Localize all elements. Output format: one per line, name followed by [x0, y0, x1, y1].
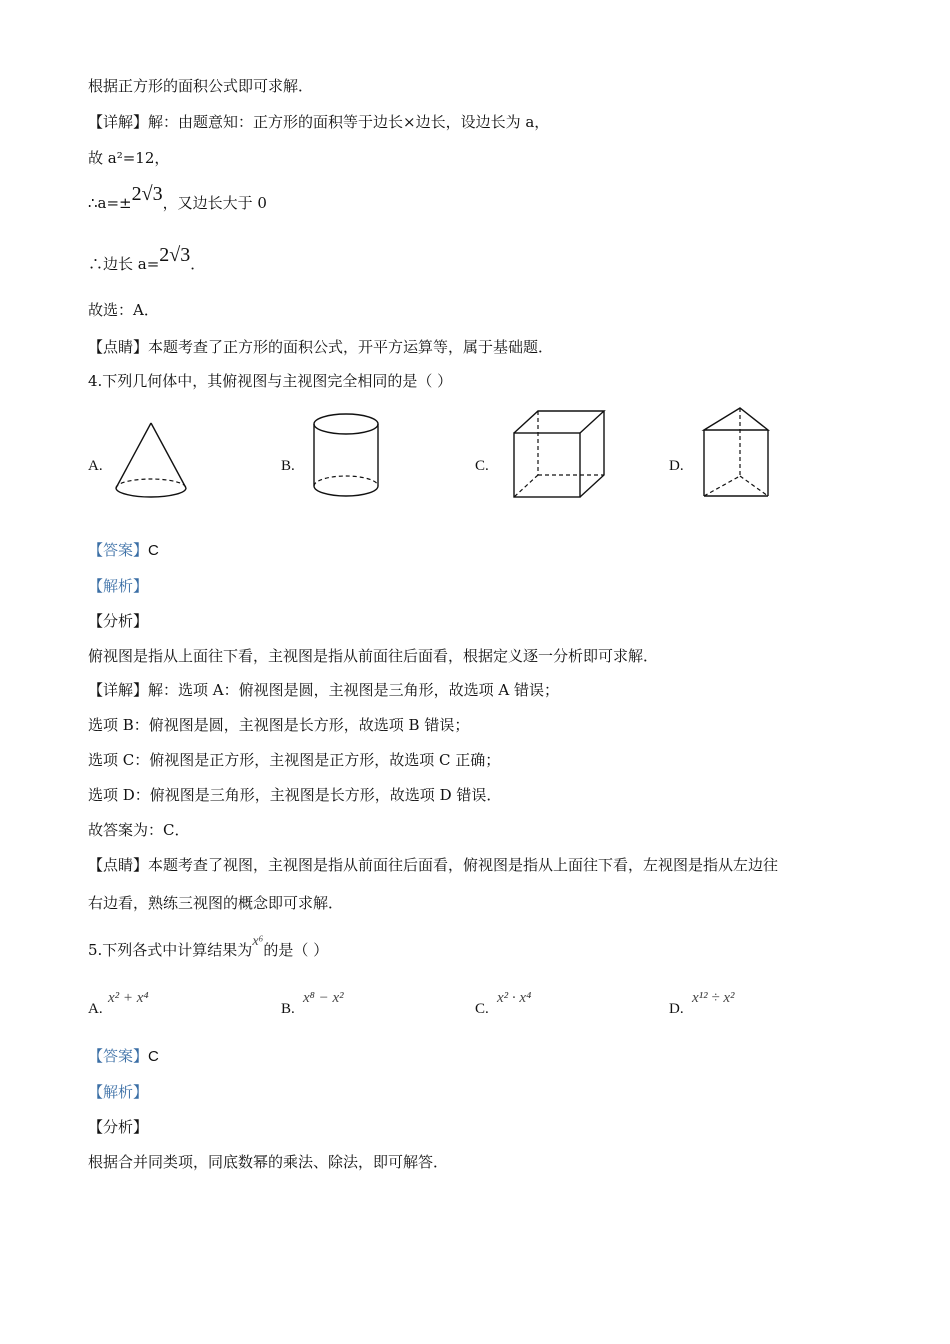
prev-eq2 [88, 183, 267, 213]
q4-option-d-label: D. [669, 458, 684, 474]
q4-option-c-label: C. [475, 458, 489, 474]
q4-final: 故答案为：C． [88, 821, 190, 839]
detail-text: 解：选项 A：俯视图是圆，主视图是三角形，故选项 A 错误； [148, 681, 559, 699]
prev-comment [88, 337, 553, 357]
q4-detail-3: 选项 C：俯视图是正方形，主视图是正方形，故选项 C 正确； [88, 751, 501, 769]
stem-suffix: 的是（ ） [263, 941, 329, 959]
answer-tag: 【答案】 [88, 1047, 149, 1065]
q4-detail-1 [88, 680, 559, 700]
comment-tag: 【点睛】 [88, 338, 149, 356]
q4-option-b-label: B. [281, 458, 295, 474]
q5-answer [88, 1046, 159, 1067]
q5-analysis-text: 根据合并同类项，同底数幂的乘法、除法，即可解答． [88, 1153, 449, 1171]
eq2-value: 2√3 [131, 183, 163, 205]
q4-comment-1 [88, 855, 778, 875]
q5-option-d-label: D. [669, 1001, 684, 1017]
q4-analysis-text: 俯视图是指从上面往下看，主视图是指从前面往后面看，根据定义逐一分析即可求解． [88, 647, 659, 665]
eq3-prefix: ∴边长 a= [88, 255, 160, 273]
detail-text: 解：由题意知：正方形的面积等于边长×边长，设边长为 a， [148, 113, 550, 131]
q5-stem [88, 934, 329, 962]
prev-eq3 [88, 244, 206, 274]
q4-jiexi: 【解析】 [88, 577, 149, 595]
q4-answer [88, 540, 159, 561]
q4-detail-4: 选项 D：俯视图是三角形，主视图是长方形，故选项 D 错误． [88, 786, 502, 804]
eq3-value: 2√3 [159, 244, 191, 266]
prev-detail [88, 112, 549, 132]
q4-stem: 4.下列几何体中，其俯视图与主视图完全相同的是（ ） [88, 372, 453, 390]
cube-icon [508, 405, 610, 501]
prev-analysis-text: 根据正方形的面积公式即可求解． [88, 77, 314, 95]
q4-comment-2: 右边看，熟练三视图的概念即可求解． [88, 894, 344, 912]
q5-option-d-expr: x¹² ÷ x² [692, 990, 735, 1006]
answer-value: C [148, 1048, 159, 1065]
stem-expr: x⁶ [252, 934, 264, 949]
stem-prefix: 5.下列各式中计算结果为 [88, 941, 253, 959]
q5-option-c-label: C. [475, 1001, 489, 1017]
q5-fenxi: 【分析】 [88, 1118, 149, 1136]
q5-option-a-label: A. [88, 1001, 103, 1017]
cylinder-icon [308, 410, 386, 502]
q4-detail-2: 选项 B：俯视图是圆，主视图是长方形，故选项 B 错误； [88, 716, 470, 734]
q5-option-b-label: B. [281, 1001, 295, 1017]
answer-tag: 【答案】 [88, 541, 149, 559]
q4-option-a-label: A. [88, 458, 103, 474]
prev-eq1: 故 a²=12， [88, 149, 170, 167]
comment-text: 本题考查了视图，主视图是指从前面往后面看，俯视图是指从上面往下看，左视图是指从左边往 [148, 856, 779, 874]
prism-icon [698, 404, 774, 502]
q4-fenxi: 【分析】 [88, 612, 149, 630]
prev-choice: 故选：A． [88, 301, 159, 319]
comment-tag: 【点睛】 [88, 856, 149, 874]
eq2-suffix: ，又边长大于 0 [162, 194, 267, 212]
comment-text: 本题考查了正方形的面积公式，开平方运算等，属于基础题． [148, 338, 554, 356]
q5-jiexi: 【解析】 [88, 1083, 149, 1101]
answer-value: C [148, 542, 159, 559]
q5-option-a-expr: x² + x⁴ [108, 990, 149, 1006]
q5-option-c-expr: x² · x⁴ [497, 990, 532, 1006]
eq2-prefix: ∴a=± [88, 194, 132, 212]
eq3-suffix: ． [190, 255, 206, 273]
q5-option-b-expr: x⁸ − x² [303, 990, 344, 1006]
detail-tag: 【详解】 [88, 113, 149, 131]
cone-icon [112, 420, 192, 502]
detail-tag: 【详解】 [88, 681, 149, 699]
